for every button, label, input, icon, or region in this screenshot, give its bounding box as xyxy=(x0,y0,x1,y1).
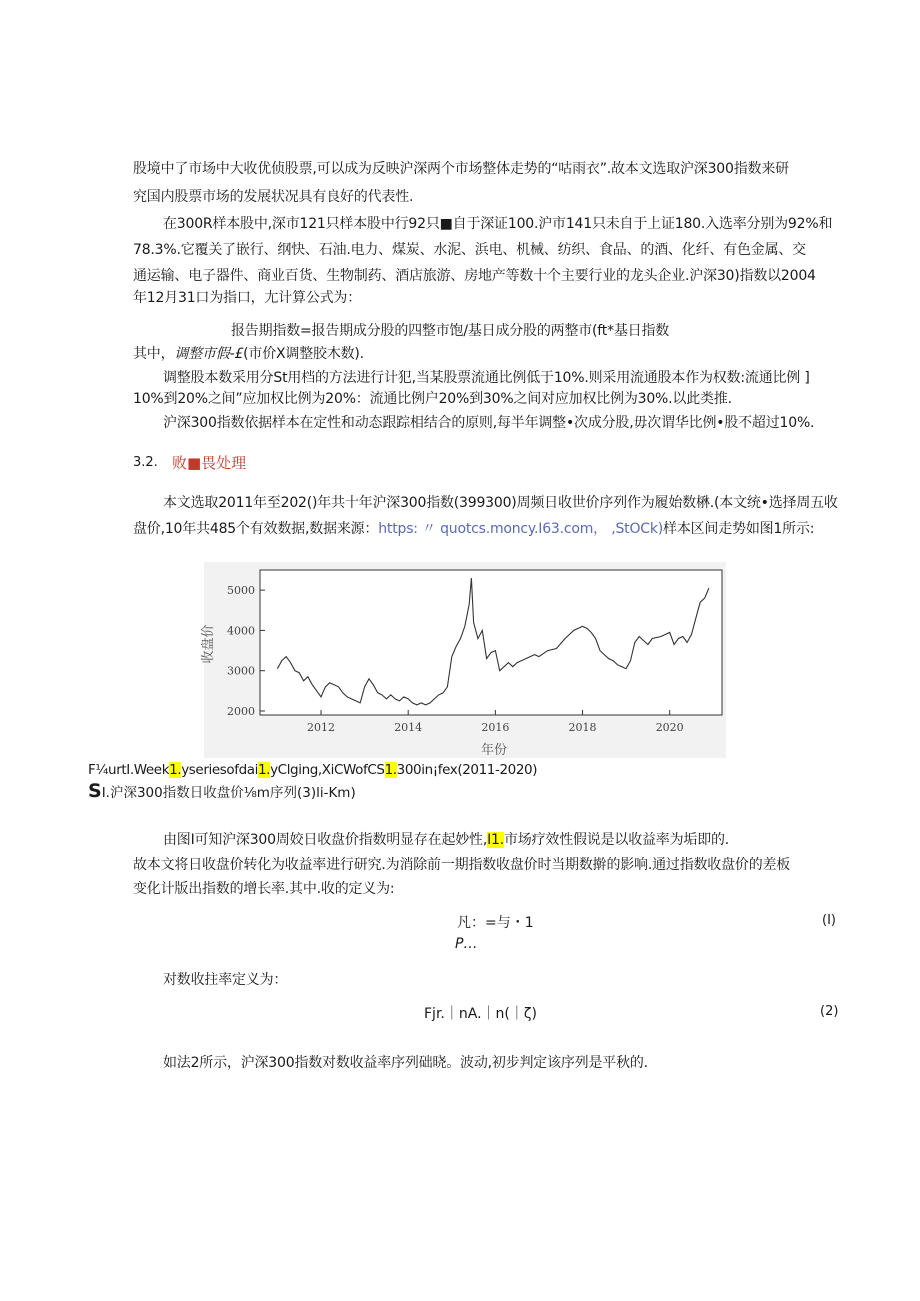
paragraph-1-line-1: 股境中了市场中大收优侦股票,可以成为反映沪深两个市场整体走势的“咕雨衣”.故本文选取沪深300指数来研 xyxy=(133,161,789,177)
paragraph-4: 沪深300指数依据样本在定性和动态跟踪相结合的原则,每半年调整•次成分股,毋次谓华比例•股不超过10%. xyxy=(163,415,815,431)
formula-note xyxy=(133,344,364,364)
x-tick-label: 2020 xyxy=(655,721,684,734)
caption-en-part-4: 300in¡fex(2011-2020) xyxy=(396,762,538,778)
formula-note-suffix: (市价X调整胶木数). xyxy=(243,346,364,362)
caption-en-part-1: F¼urtI.Week xyxy=(88,762,170,778)
paragraph-6-line-2: 故本文将日收盘价转化为收益率进行研究.为消除前一期指数收盘价时当期数擀的影响.通过指数收盘价的差板 xyxy=(133,857,791,873)
y-tick-label: 2000 xyxy=(227,704,255,718)
paragraph-3-line-2: 10%到20%之间”应加权比例为20%：流通比例户20%到30%之间对应加权比例为30%.以此类推. xyxy=(133,391,732,407)
paragraph-6-line-3: 变化计版出指数的增长率.其中.收的定义为: xyxy=(133,881,395,897)
x-tick-label: 2016 xyxy=(481,721,510,734)
index-formula: 报告期指数=报告期成分股的四整市饱/基日成分股的两整市(ft*基日指数 xyxy=(231,323,670,339)
x-tick-label: 2018 xyxy=(568,721,597,734)
paragraph-7: 对数收拄率定义为： xyxy=(163,972,288,988)
paragraph-6-text-b: 市场疗效性假说是以收益率为垢即的. xyxy=(504,832,730,848)
paragraph-3-line-1: 调整股本数采用分St用档的方法进行计犯,当某股票流通比例低于10%.则采用流通股本作为权数:流通比例 ] xyxy=(163,370,810,386)
paragraph-6-text-a: 由图I可知沪深300周姣日收盘价指数明显存在起妙性, xyxy=(163,832,488,848)
caption-zh-initial: S xyxy=(88,780,102,802)
equation-2: Fjr.｜nA.｜n(｜ζ) xyxy=(424,1006,537,1022)
equation-2-number: (2) xyxy=(820,1004,839,1019)
paragraph-2-line-1: 在300R样本股中,深市121只样本股中行92只■自于深证100.沪市141只未自于上证180.入选率分别为92%和 xyxy=(163,216,833,232)
y-axis-label: 收盘价 xyxy=(201,624,216,664)
paragraph-1-line-2: 究国内股票市场的发展状况具有良好的代表性. xyxy=(133,189,414,205)
paragraph-2-line-4: 年12月31口为指口，尢计算公式为： xyxy=(133,290,362,306)
paragraph-8: 如法2所示，沪深300指数对数收益率序列础晓。波动,初步判定该序列是平秋的. xyxy=(163,1055,648,1071)
figure-caption-english xyxy=(88,762,537,778)
equation-1-number: (I) xyxy=(822,913,836,928)
x-tick-label: 2014 xyxy=(394,721,423,734)
caption-en-highlight-2: 1. xyxy=(257,762,271,778)
caption-zh-text: I.沪深300指数日收盘价⅛m序列(3)li-Km) xyxy=(101,785,356,801)
hs300-price-chart xyxy=(198,560,728,760)
caption-en-highlight-3: 1. xyxy=(384,762,397,778)
paragraph-2-line-3: 通运输、电子器件、商业百货、生物制药、酒店旅游、房地产等数十个主要行业的龙头企业.沪深30)指数以2004 xyxy=(133,268,816,284)
caption-en-part-2: yseriesofdai xyxy=(181,762,258,778)
paragraph-2-line-2: 78.3%.它覆关了嵌行、纲快、石油.电力、煤炭、水泥、浜电、机械、纺织、食品、的酒、化纤、有色金属、交 xyxy=(133,242,806,258)
x-tick-label: 2012 xyxy=(307,721,336,734)
section-number: 3.2. xyxy=(133,455,158,470)
formula-note-prefix: 其中， xyxy=(133,346,175,362)
paragraph-5-line-2 xyxy=(133,519,814,539)
data-source-link[interactable]: https: 〃 quotcs.moncy.I63.com， ,StOCk) xyxy=(378,521,664,537)
caption-en-highlight-1: 1. xyxy=(169,762,182,778)
x-axis-label: 年份 xyxy=(480,743,508,758)
y-tick-label: 4000 xyxy=(227,624,255,638)
data-source-suffix: 样本区间走势如图1所示: xyxy=(663,521,815,537)
paragraph-5-line-1: 本文选取2011年至202()年共十年沪深300指数(399300)周频日收世价序列作为履始数楙.(本文统•选择周五收 xyxy=(163,495,838,511)
data-source-label: 盘价,10年共485个有效数据,数据来源： xyxy=(133,521,379,537)
y-tick-label: 5000 xyxy=(227,584,255,598)
figure-caption-chinese xyxy=(88,780,356,802)
y-tick-label: 3000 xyxy=(227,664,255,678)
caption-en-part-3: yClging,XiCWofCS xyxy=(270,762,385,778)
section-title: 败■畏处理 xyxy=(172,454,247,472)
paragraph-6-highlight: I1. xyxy=(487,832,504,848)
equation-1: 凡：=与・1 xyxy=(457,915,534,931)
equation-1-denominator: P… xyxy=(455,936,478,952)
formula-note-italic: 调整市假-£ xyxy=(174,346,244,362)
plot-area xyxy=(260,570,722,715)
paragraph-6-line-1 xyxy=(163,830,729,850)
